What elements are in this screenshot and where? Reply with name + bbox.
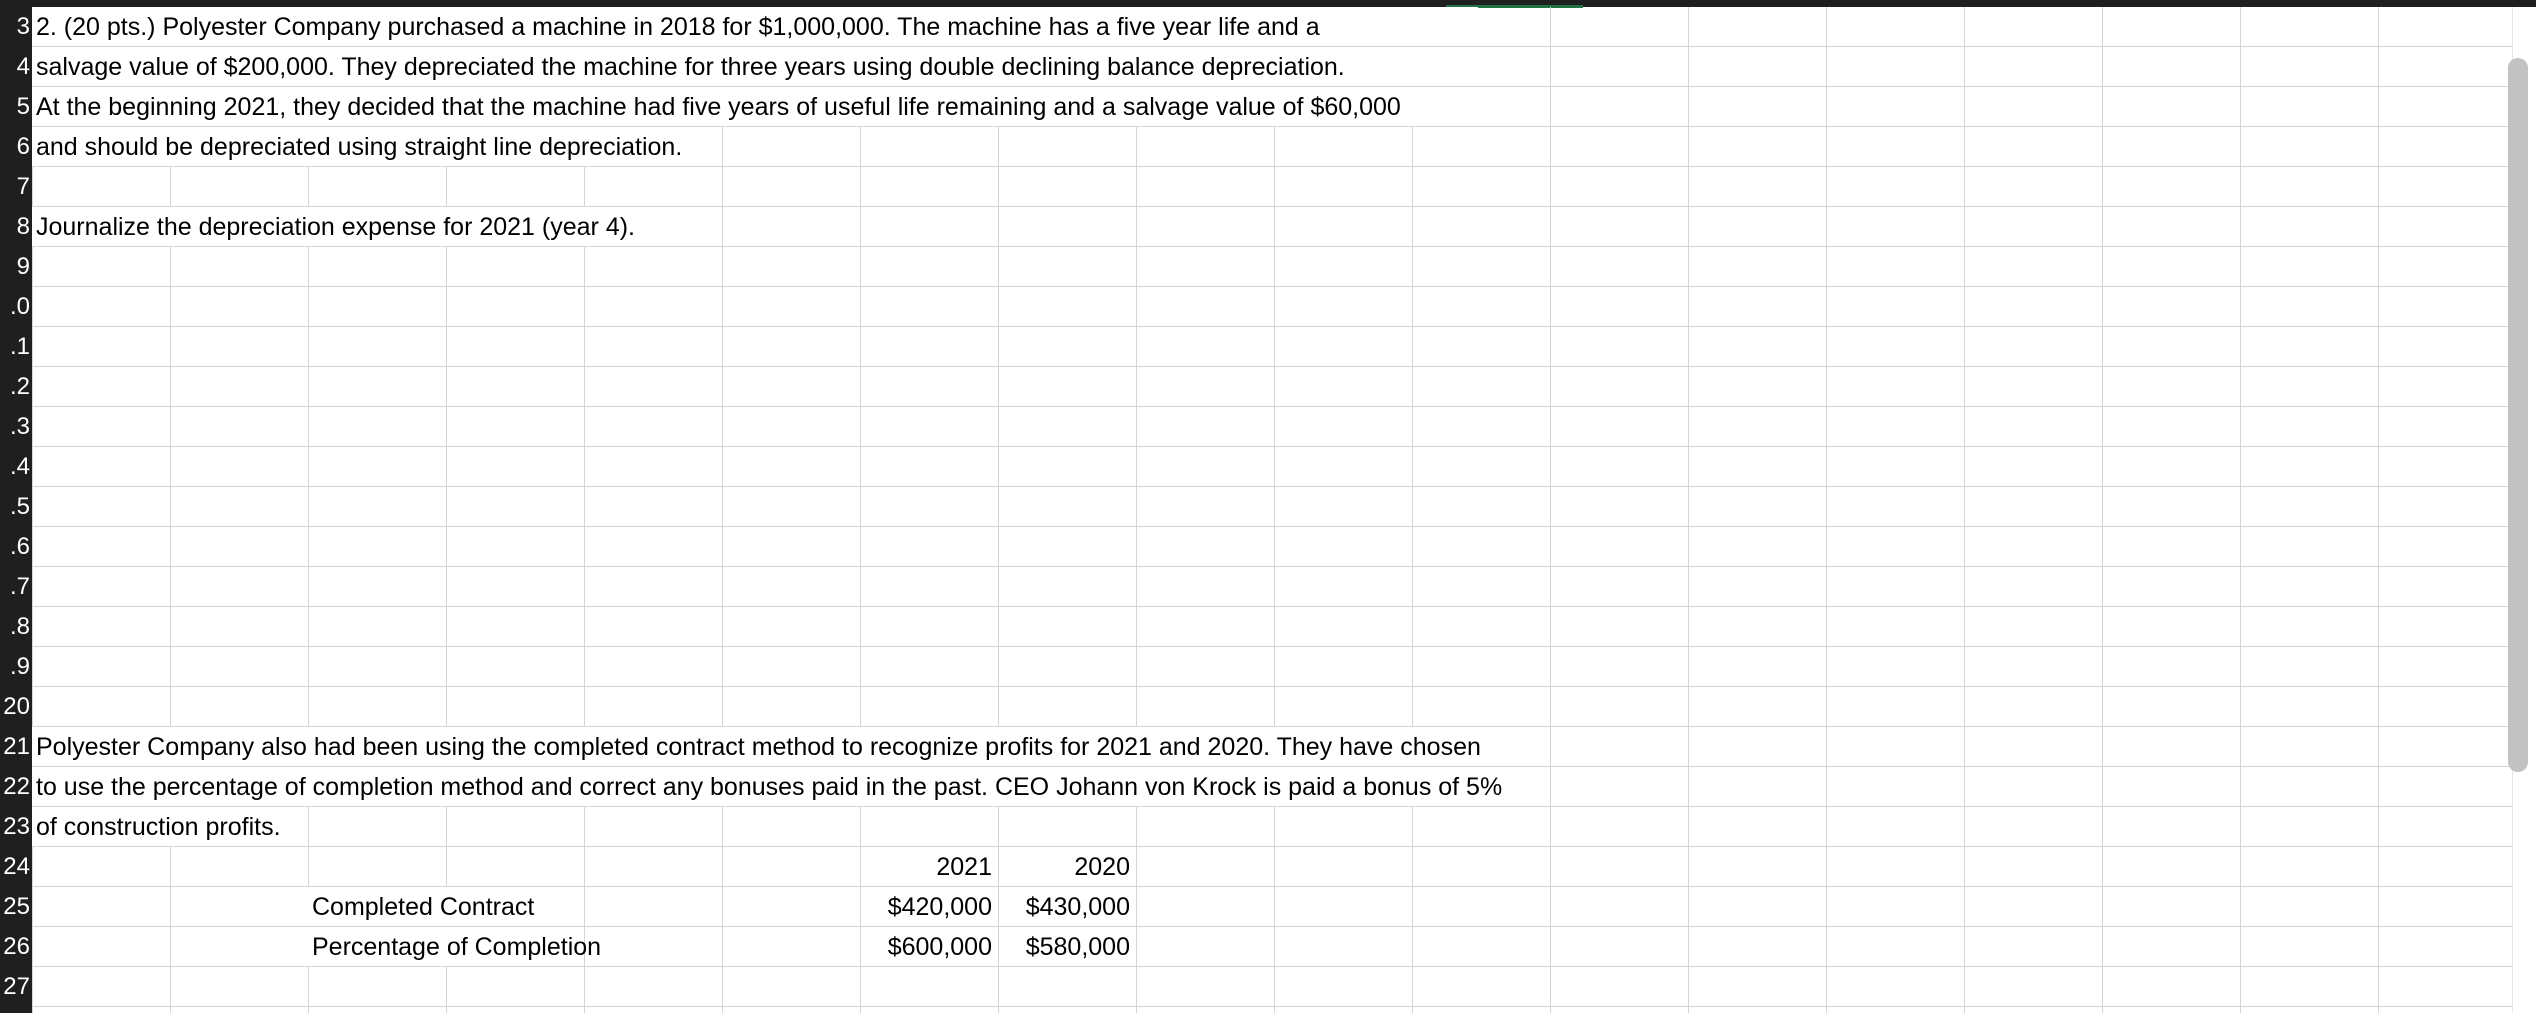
row-number[interactable]: .7 bbox=[9, 573, 30, 600]
cell-percentage-completion-2021[interactable]: $600,000 bbox=[887, 933, 992, 961]
row-number[interactable]: 21 bbox=[3, 733, 30, 760]
row-number[interactable]: 20 bbox=[3, 693, 30, 720]
row-number[interactable]: 7 bbox=[16, 173, 30, 200]
column-divider bbox=[722, 7, 723, 1013]
column-divider bbox=[1688, 7, 1689, 1013]
cell-question-line-4[interactable]: and should be depreciated using straight line depreciation. bbox=[36, 133, 683, 161]
cell-contract-line-3[interactable]: of construction profits. bbox=[36, 813, 281, 841]
column-divider bbox=[1964, 7, 1965, 1013]
row-number[interactable]: 4 bbox=[16, 53, 30, 80]
row-number[interactable]: .5 bbox=[9, 493, 30, 520]
row-number[interactable]: 22 bbox=[3, 773, 30, 800]
column-divider bbox=[1826, 7, 1827, 1013]
row-number[interactable]: .4 bbox=[9, 453, 30, 480]
row-number[interactable]: 26 bbox=[3, 933, 30, 960]
row-number[interactable]: 23 bbox=[3, 813, 30, 840]
cell-question-line-1[interactable]: 2. (20 pts.) Polyester Company purchased a machine in 2018 for $1,000,000. The machine has a five year life and a bbox=[36, 13, 1320, 41]
row-number[interactable]: .3 bbox=[9, 413, 30, 440]
column-divider bbox=[2102, 7, 2103, 1013]
cell-year-2020[interactable]: 2020 bbox=[1074, 853, 1130, 881]
row-number[interactable]: .1 bbox=[9, 333, 30, 360]
cell-completed-contract-label[interactable]: Completed Contract bbox=[312, 893, 535, 921]
column-divider bbox=[1412, 7, 1413, 1013]
cell-percentage-completion-label[interactable]: Percentage of Completion bbox=[312, 933, 602, 961]
row-number[interactable]: 5 bbox=[16, 93, 30, 120]
row-number[interactable]: .0 bbox=[9, 293, 30, 320]
row-number[interactable]: .2 bbox=[9, 373, 30, 400]
column-divider bbox=[1274, 7, 1275, 1013]
cell-contract-line-2[interactable]: to use the percentage of completion method and correct any bonuses paid in the past. CEO Johann von Krock is paid a bonus of 5% bbox=[36, 773, 1503, 801]
cell-completed-contract-2020[interactable]: $430,000 bbox=[1025, 893, 1130, 921]
cell-contract-line-1[interactable]: Polyester Company also had been using the completed contract method to recognize profits for 2021 and 2020. They have chosen bbox=[36, 733, 1481, 761]
cell-question-line-3[interactable]: At the beginning 2021, they decided that the machine had five years of useful life remaining and a salvage value of $60,000 bbox=[36, 93, 1401, 121]
row-number[interactable]: 24 bbox=[3, 853, 30, 880]
column-divider bbox=[2378, 7, 2379, 1013]
row-number[interactable]: .8 bbox=[9, 613, 30, 640]
column-divider bbox=[1136, 7, 1137, 1013]
row-number[interactable]: 8 bbox=[16, 213, 30, 240]
spreadsheet-grid[interactable] bbox=[32, 7, 2512, 1013]
cell-question-line-2[interactable]: salvage value of $200,000. They depreciated the machine for three years using double declining balance depreciation. bbox=[36, 53, 1345, 81]
row-number[interactable]: .9 bbox=[9, 653, 30, 680]
cell-journalize-instruction[interactable]: Journalize the depreciation expense for 2021 (year 4). bbox=[36, 213, 635, 241]
row-number[interactable]: 9 bbox=[16, 253, 30, 280]
row-number[interactable]: 25 bbox=[3, 893, 30, 920]
row-number[interactable]: .6 bbox=[9, 533, 30, 560]
cell-year-2021[interactable]: 2021 bbox=[936, 853, 992, 881]
column-divider bbox=[1550, 7, 1551, 1013]
cell-percentage-completion-2020[interactable]: $580,000 bbox=[1025, 933, 1130, 961]
row-number[interactable]: 27 bbox=[3, 973, 30, 1000]
vertical-scrollbar-thumb[interactable] bbox=[2508, 58, 2528, 772]
row-number[interactable]: 6 bbox=[16, 133, 30, 160]
column-header-strip bbox=[0, 0, 2536, 7]
cell-completed-contract-2021[interactable]: $420,000 bbox=[887, 893, 992, 921]
column-divider bbox=[2240, 7, 2241, 1013]
row-header-column bbox=[0, 7, 32, 1013]
row-number[interactable]: 3 bbox=[16, 13, 30, 40]
